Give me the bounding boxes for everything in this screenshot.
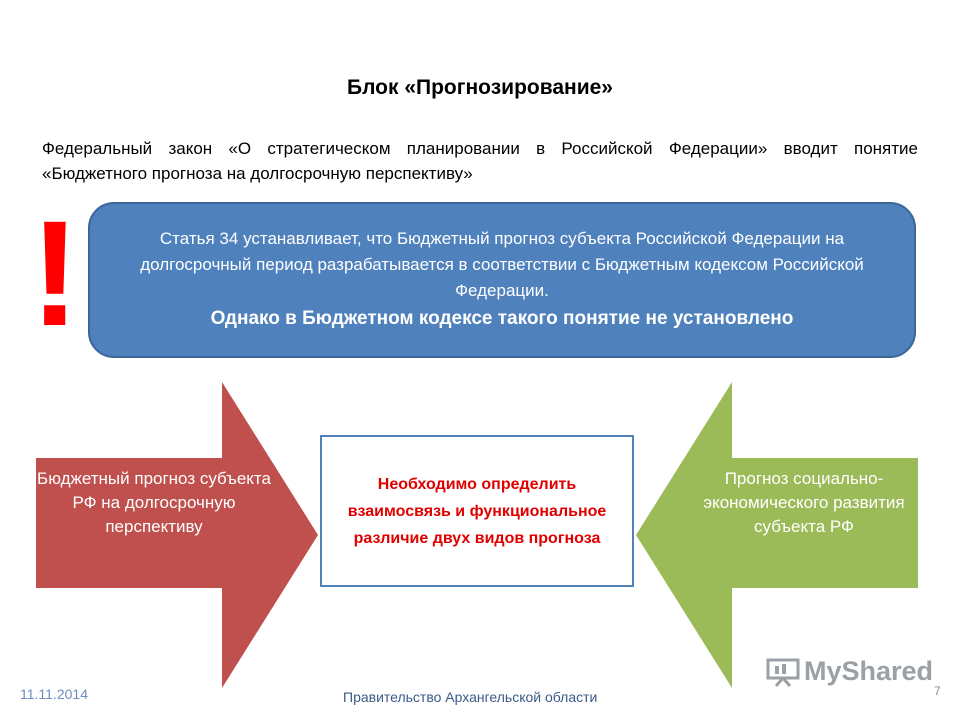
watermark [766, 656, 933, 687]
center-box [320, 435, 634, 587]
right-arrow-label: Прогноз социально-экономического развития субъекта РФ [703, 469, 905, 536]
watermark-text: MyShared [804, 656, 934, 686]
footer-date: 11.11.2014 [20, 686, 88, 702]
footer-organization: Правительство Архангельской области [343, 689, 598, 705]
page-number: 7 [934, 684, 941, 698]
callout-emphasis: Однако в Бюджетном кодексе такого понятие не установлено [210, 308, 794, 329]
center-box-text: Необходимо определить взаимосвязь и функциональное различие двух видов прогноза [347, 475, 607, 547]
callout-text: Статья 34 устанавливает, что Бюджетный прогноз субъекта Российской Федерации на долгосрочный период разрабатывается в соответствии с Бюджетным кодексом Российской Федерации. [140, 229, 864, 300]
left-arrow-label: Бюджетный прогноз субъекта РФ на долгосрочную перспективу [37, 469, 271, 536]
presentation-icon [766, 657, 800, 687]
slide-title: Блок «Прогнозирование» [346, 76, 613, 99]
exclamation-mark: ! [30, 189, 80, 357]
intro-paragraph: Федеральный закон «О стратегическом планировании в Российской Федерации» вводит понятие «Бюджетного прогноза на долгосрочную перспективу» [42, 139, 918, 183]
